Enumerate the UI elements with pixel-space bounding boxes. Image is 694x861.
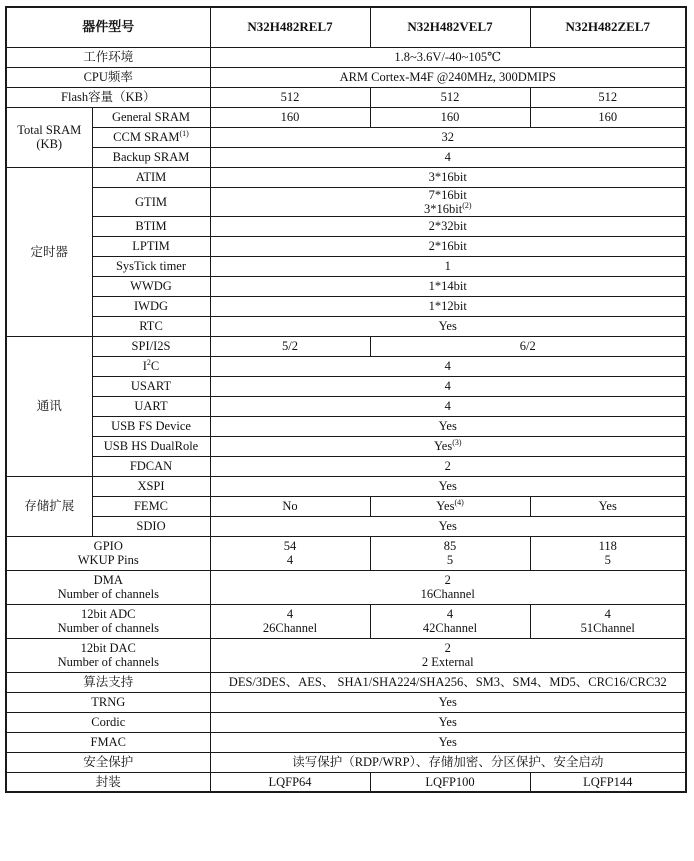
i2c-value: 4 bbox=[210, 356, 686, 376]
row-systick bbox=[6, 256, 686, 276]
row-env bbox=[6, 47, 686, 67]
row-cpu bbox=[6, 67, 686, 87]
row-backup-sram bbox=[6, 147, 686, 167]
row-trng bbox=[6, 692, 686, 712]
sram-group-label bbox=[6, 107, 92, 167]
rtc-label: RTC bbox=[92, 316, 210, 336]
spec-table-container bbox=[5, 6, 687, 793]
backup-sram-value: 4 bbox=[210, 147, 686, 167]
systick-label: SysTick timer bbox=[92, 256, 210, 276]
i2c-label-sup: 2 bbox=[146, 357, 151, 367]
row-ccm-sram bbox=[6, 127, 686, 147]
usbhs-label: USB HS DualRole bbox=[92, 436, 210, 456]
ccm-sram-value: 32 bbox=[210, 127, 686, 147]
ccm-sram-label bbox=[92, 127, 210, 147]
timer-group-label: 定时器 bbox=[6, 167, 92, 336]
xspi-label: XSPI bbox=[92, 476, 210, 496]
spi-label: SPI/I2S bbox=[92, 336, 210, 356]
gpio-value-3a: 118 bbox=[598, 539, 617, 553]
dac-label-line1: 12bit DAC bbox=[80, 641, 136, 655]
gpio-value-1a: 54 bbox=[283, 539, 297, 553]
femc-footnote: (4) bbox=[454, 497, 464, 507]
row-general-sram bbox=[6, 107, 686, 127]
gpio-value-3 bbox=[530, 536, 686, 570]
flash-value-1: 512 bbox=[210, 87, 370, 107]
flash-label: Flash容量（KB） bbox=[6, 87, 210, 107]
adc-value-2 bbox=[370, 604, 530, 638]
row-btim bbox=[6, 216, 686, 236]
row-femc bbox=[6, 496, 686, 516]
adc-label-line2: Number of channels bbox=[57, 621, 159, 635]
general-sram-value-1: 160 bbox=[210, 107, 370, 127]
gpio-value-2a: 85 bbox=[443, 539, 457, 553]
dma-value bbox=[210, 570, 686, 604]
spec-table bbox=[5, 6, 687, 793]
usart-value: 4 bbox=[210, 376, 686, 396]
dac-value-line1: 2 bbox=[444, 641, 451, 655]
wwdg-value: 1*14bit bbox=[210, 276, 686, 296]
header-device-model: 器件型号 bbox=[6, 7, 210, 47]
row-cordic bbox=[6, 712, 686, 732]
dac-label bbox=[6, 638, 210, 672]
package-value-2: LQFP100 bbox=[370, 772, 530, 792]
usbhs-value-text: Yes bbox=[434, 439, 453, 453]
security-label: 安全保护 bbox=[6, 752, 210, 772]
gpio-value-1b: 4 bbox=[286, 553, 294, 567]
row-atim bbox=[6, 167, 686, 187]
package-label: 封装 bbox=[6, 772, 210, 792]
flash-value-3: 512 bbox=[530, 87, 686, 107]
gpio-value-2 bbox=[370, 536, 530, 570]
i2c-label-post: C bbox=[150, 359, 160, 373]
dac-value bbox=[210, 638, 686, 672]
atim-label: ATIM bbox=[92, 167, 210, 187]
btim-label: BTIM bbox=[92, 216, 210, 236]
row-adc bbox=[6, 604, 686, 638]
adc-value-2a: 4 bbox=[446, 607, 454, 621]
sdio-value: Yes bbox=[210, 516, 686, 536]
dac-value-line2: 2 External bbox=[421, 655, 474, 669]
adc-value-2b: 42Channel bbox=[422, 621, 478, 635]
row-fdcan bbox=[6, 456, 686, 476]
gpio-label-line1: GPIO bbox=[93, 539, 123, 553]
adc-value-1a: 4 bbox=[286, 607, 294, 621]
usbfs-value: Yes bbox=[210, 416, 686, 436]
sram-group-title: Total SRAM bbox=[17, 123, 82, 137]
row-wwdg bbox=[6, 276, 686, 296]
row-flash bbox=[6, 87, 686, 107]
dma-value-line1: 2 bbox=[444, 573, 451, 587]
algo-value: DES/3DES、AES、 SHA1/SHA224/SHA256、SM3、SM4、MD5、CRC16/CRC32 bbox=[210, 672, 686, 692]
row-gtim bbox=[6, 187, 686, 216]
fdcan-label: FDCAN bbox=[92, 456, 210, 476]
row-algo bbox=[6, 672, 686, 692]
dma-label-line1: DMA bbox=[93, 573, 123, 587]
fmac-label: FMAC bbox=[6, 732, 210, 752]
row-usbfs bbox=[6, 416, 686, 436]
usart-label: USART bbox=[92, 376, 210, 396]
row-iwdg bbox=[6, 296, 686, 316]
row-package bbox=[6, 772, 686, 792]
atim-value: 3*16bit bbox=[210, 167, 686, 187]
general-sram-value-2: 160 bbox=[370, 107, 530, 127]
uart-value: 4 bbox=[210, 396, 686, 416]
comm-group-label: 通讯 bbox=[6, 336, 92, 476]
ccm-sram-label-text: CCM SRAM bbox=[113, 130, 180, 144]
fdcan-value: 2 bbox=[210, 456, 686, 476]
gpio-value-2b: 5 bbox=[446, 553, 454, 567]
flash-value-2: 512 bbox=[370, 87, 530, 107]
gpio-value-1 bbox=[210, 536, 370, 570]
cordic-label: Cordic bbox=[6, 712, 210, 732]
backup-sram-label: Backup SRAM bbox=[92, 147, 210, 167]
gpio-value-3b: 5 bbox=[604, 553, 611, 567]
header-row bbox=[6, 7, 686, 47]
dma-value-line2: 16Channel bbox=[420, 587, 475, 601]
iwdg-value: 1*12bit bbox=[210, 296, 686, 316]
usbhs-footnote: (3) bbox=[452, 437, 462, 447]
adc-label bbox=[6, 604, 210, 638]
adc-value-1 bbox=[210, 604, 370, 638]
row-sdio bbox=[6, 516, 686, 536]
cpu-label: CPU频率 bbox=[6, 67, 210, 87]
usbhs-value bbox=[210, 436, 686, 456]
gtim-value-line2: 3*16bit bbox=[424, 201, 463, 216]
usbfs-label: USB FS Device bbox=[92, 416, 210, 436]
security-value: 读写保护（RDP/WRP）、存储加密、分区保护、安全启动 bbox=[210, 752, 686, 772]
package-value-1: LQFP64 bbox=[210, 772, 370, 792]
gpio-label bbox=[6, 536, 210, 570]
femc-label: FEMC bbox=[92, 496, 210, 516]
btim-value: 2*32bit bbox=[210, 216, 686, 236]
trng-label: TRNG bbox=[6, 692, 210, 712]
i2c-label bbox=[92, 356, 210, 376]
gtim-footnote: (2) bbox=[462, 200, 472, 210]
header-model-1: N32H482REL7 bbox=[210, 7, 370, 47]
storage-group-label: 存储扩展 bbox=[6, 476, 92, 536]
row-fmac bbox=[6, 732, 686, 752]
row-lptim bbox=[6, 236, 686, 256]
dma-label bbox=[6, 570, 210, 604]
row-spi bbox=[6, 336, 686, 356]
rtc-value: Yes bbox=[210, 316, 686, 336]
sdio-label: SDIO bbox=[92, 516, 210, 536]
row-xspi bbox=[6, 476, 686, 496]
trng-value: Yes bbox=[210, 692, 686, 712]
row-usbhs bbox=[6, 436, 686, 456]
row-gpio bbox=[6, 536, 686, 570]
lptim-value: 2*16bit bbox=[210, 236, 686, 256]
general-sram-label: General SRAM bbox=[92, 107, 210, 127]
general-sram-value-3: 160 bbox=[530, 107, 686, 127]
row-dac bbox=[6, 638, 686, 672]
lptim-label: LPTIM bbox=[92, 236, 210, 256]
femc-value-3: Yes bbox=[530, 496, 686, 516]
xspi-value: Yes bbox=[210, 476, 686, 496]
femc-value-2 bbox=[370, 496, 530, 516]
header-model-3: N32H482ZEL7 bbox=[530, 7, 686, 47]
adc-value-1b: 26Channel bbox=[262, 621, 318, 635]
dma-label-line2: Number of channels bbox=[57, 587, 159, 601]
row-dma bbox=[6, 570, 686, 604]
gtim-label: GTIM bbox=[92, 187, 210, 216]
ccm-sram-footnote: (1) bbox=[179, 128, 189, 138]
algo-label: 算法支持 bbox=[6, 672, 210, 692]
adc-label-line1: 12bit ADC bbox=[80, 607, 136, 621]
gpio-label-line2: WKUP Pins bbox=[77, 553, 139, 567]
env-label: 工作环境 bbox=[6, 47, 210, 67]
gtim-value bbox=[210, 187, 686, 216]
uart-label: UART bbox=[92, 396, 210, 416]
dac-label-line2: Number of channels bbox=[57, 655, 159, 669]
row-usart bbox=[6, 376, 686, 396]
adc-value-3a: 4 bbox=[604, 607, 611, 621]
adc-value-3 bbox=[530, 604, 686, 638]
env-value: 1.8~3.6V/-40~105℃ bbox=[210, 47, 686, 67]
row-security bbox=[6, 752, 686, 772]
cpu-value: ARM Cortex-M4F @240MHz, 300DMIPS bbox=[210, 67, 686, 87]
spi-value-23: 6/2 bbox=[370, 336, 686, 356]
sram-group-unit: (KB) bbox=[36, 137, 63, 151]
row-i2c bbox=[6, 356, 686, 376]
adc-value-3b: 51Channel bbox=[580, 621, 635, 635]
spi-value-1: 5/2 bbox=[210, 336, 370, 356]
wwdg-label: WWDG bbox=[92, 276, 210, 296]
row-uart bbox=[6, 396, 686, 416]
row-rtc bbox=[6, 316, 686, 336]
package-value-3: LQFP144 bbox=[530, 772, 686, 792]
femc-value-2-text: Yes bbox=[436, 499, 455, 513]
header-model-2: N32H482VEL7 bbox=[370, 7, 530, 47]
fmac-value: Yes bbox=[210, 732, 686, 752]
gtim-value-line1: 7*16bit bbox=[428, 187, 467, 202]
iwdg-label: IWDG bbox=[92, 296, 210, 316]
femc-value-1: No bbox=[210, 496, 370, 516]
systick-value: 1 bbox=[210, 256, 686, 276]
cordic-value: Yes bbox=[210, 712, 686, 732]
i2c-label-pre: I bbox=[142, 359, 147, 373]
